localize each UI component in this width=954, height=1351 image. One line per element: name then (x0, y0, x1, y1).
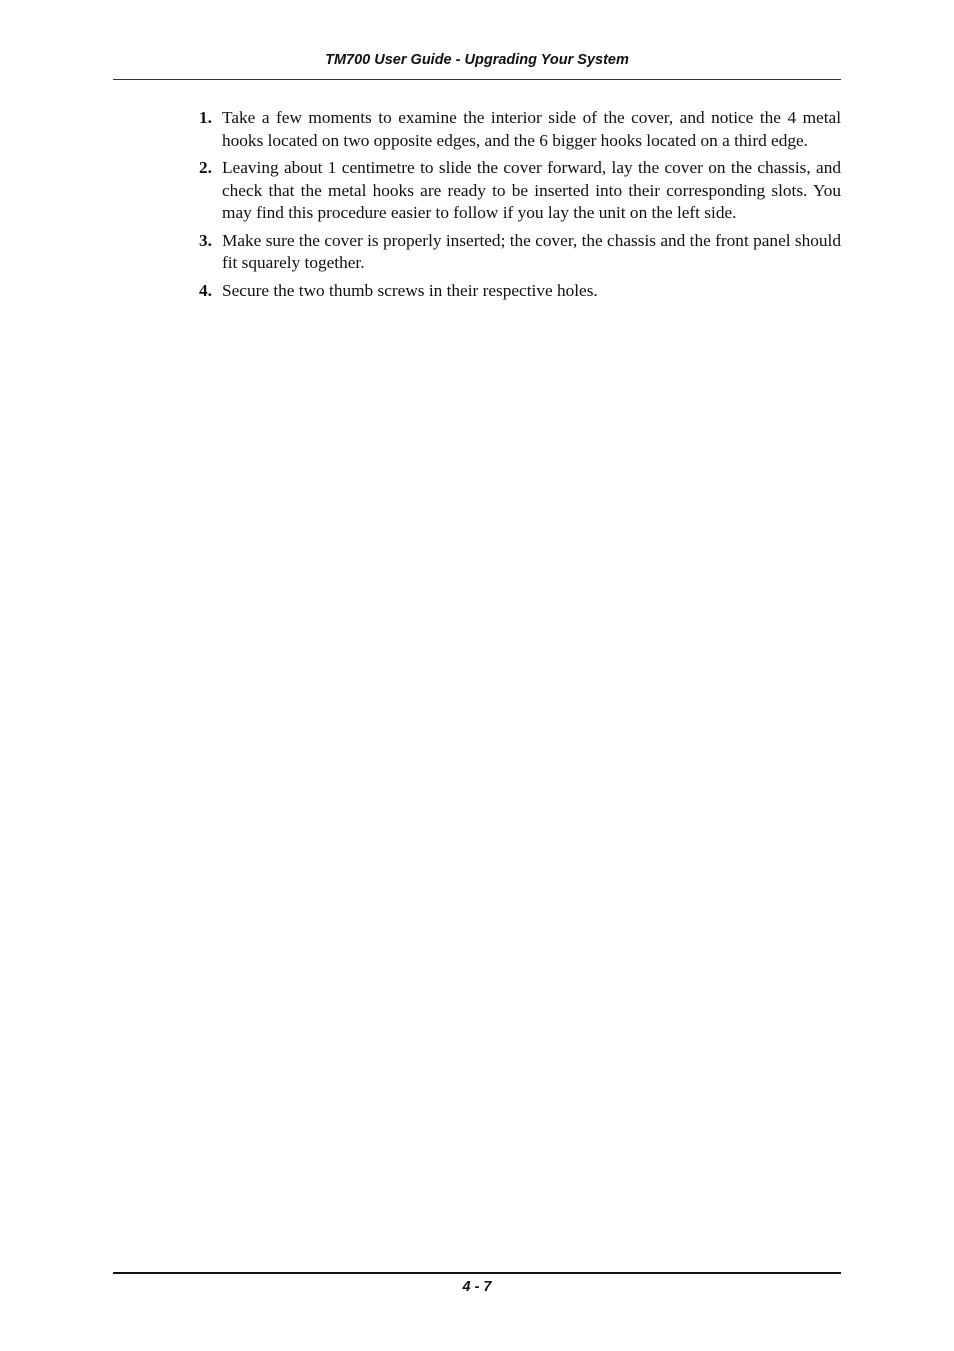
step-number: 2. (199, 158, 212, 177)
header-title: TM700 User Guide - Upgrading Your System (325, 52, 629, 68)
step-text: Secure the two thumb screws in their respective holes. (222, 280, 598, 300)
step-item (199, 107, 841, 152)
page-number: 4 - 7 (462, 1279, 492, 1295)
page-header (113, 50, 841, 80)
step-item (199, 157, 841, 225)
step-item (199, 280, 841, 303)
step-text: Take a few moments to examine the interior side of the cover, and notice the 4 metal hooks located on two opposite edges, and the 6 bigger hooks located on a third edge. (222, 108, 841, 150)
step-number: 1. (199, 108, 212, 127)
step-text: Make sure the cover is properly inserted; the cover, the chassis and the front panel should fit squarely together. (222, 230, 841, 273)
step-number: 3. (199, 230, 212, 250)
step-number: 4. (199, 280, 212, 300)
step-item (199, 230, 841, 275)
instruction-steps (199, 107, 841, 307)
page-footer (113, 1272, 841, 1295)
step-text: Leaving about 1 centimetre to slide the cover forward, lay the cover on the chassis, and check that the metal hooks are ready to be inserted into their corresponding slots. You may find this procedure easier to follow if you lay the unit on the left side. (222, 158, 841, 223)
